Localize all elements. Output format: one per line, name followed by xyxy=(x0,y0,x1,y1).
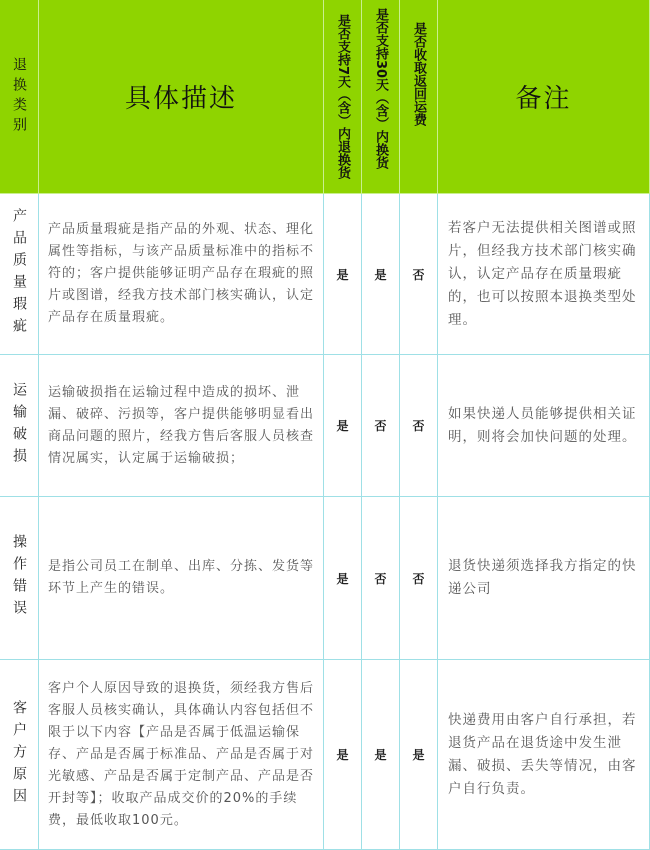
header-description xyxy=(39,0,324,194)
header-return-freight xyxy=(400,0,438,194)
row-description-cell xyxy=(39,355,324,497)
row-description-cell xyxy=(39,194,324,355)
row-description-cell xyxy=(39,660,324,850)
header-category xyxy=(0,0,39,194)
row-return-freight-cell xyxy=(400,660,438,850)
header-category-label: 退换类别 xyxy=(11,56,27,137)
row-return-freight-cell xyxy=(400,194,438,355)
row-seven-day-cell xyxy=(324,355,362,497)
row-return-freight-value: 否 xyxy=(412,419,425,433)
row-category-cell xyxy=(0,355,39,497)
row-seven-day-cell xyxy=(324,194,362,355)
row-return-freight-cell xyxy=(400,355,438,497)
row-return-freight-value: 否 xyxy=(412,267,425,282)
header-seven-day xyxy=(324,0,362,194)
row-description-text: 运输破损指在运输过程中造成的损坏、泄漏、破碎、污损等，客户提供能够明显看出商品问题的照片，经我方售后客服人员核查情况属实，认定属于运输破损； xyxy=(48,384,315,466)
row-description-text: 产品质量瑕疵是指产品的外观、状态、理化属性等指标，与该产品质量标准中的指标不符的；客户提供能够证明产品存在瑕疵的照片或图谱，经我方技术部门核实确认，认定产品存在质量瑕疵。 xyxy=(48,222,315,325)
row-thirty-day-cell xyxy=(362,194,400,355)
row-thirty-day-cell xyxy=(362,355,400,497)
row-seven-day-value: 是 xyxy=(336,571,349,586)
row-category-label: 产品质量瑕疵 xyxy=(11,208,27,340)
row-category-label: 操作错误 xyxy=(11,534,27,622)
row-category-cell xyxy=(0,194,39,355)
row-seven-day-value: 是 xyxy=(336,267,349,282)
row-remarks-text: 退货快递须选择我方指定的快递公司 xyxy=(448,558,637,597)
row-category-cell xyxy=(0,497,39,660)
header-seven-day-label: 是否支持7天（含）内退换货 xyxy=(335,13,350,180)
header-return-freight-label: 是否收取返回运费 xyxy=(411,22,426,126)
row-category-label: 运输破损 xyxy=(11,381,27,470)
row-thirty-day-value: 是 xyxy=(374,267,387,282)
row-remarks-text: 如果快递人员能够提供相关证明，则将会加快问题的处理。 xyxy=(448,405,637,445)
header-description-label: 具体描述 xyxy=(124,84,237,114)
row-remarks-cell xyxy=(438,660,650,850)
row-description-text: 客户个人原因导致的退换货，须经我方售后客服人员核实确认，具体确认内容包括但不限于以下内容【产品是否属于低温运输保存、产品是否属于标准品、产品是否属于对光敏感、产品是否属于定制产品、产品是否开封等】；收取产品成交价的20%的手续费，最低收取100元。 xyxy=(48,680,315,828)
row-seven-day-cell xyxy=(324,497,362,660)
row-description-text: 是指公司员工在制单、出库、分拣、发货等环节上产生的错误。 xyxy=(48,559,315,596)
row-remarks-cell xyxy=(438,194,650,355)
row-thirty-day-value: 否 xyxy=(374,571,387,586)
row-return-freight-value: 否 xyxy=(412,571,425,586)
row-seven-day-value: 是 xyxy=(336,419,349,433)
row-thirty-day-value: 是 xyxy=(374,748,387,762)
row-category-label: 客户方原因 xyxy=(11,699,27,810)
row-thirty-day-cell xyxy=(362,660,400,850)
row-remarks-cell xyxy=(438,355,650,497)
header-thirty-day xyxy=(362,0,400,194)
row-return-freight-value: 是 xyxy=(412,748,425,762)
row-remarks-cell xyxy=(438,497,650,660)
row-seven-day-cell xyxy=(324,660,362,850)
row-category-cell xyxy=(0,660,39,850)
header-remarks xyxy=(438,0,650,194)
header-thirty-day-label: 是否支持30天（含）内换货 xyxy=(373,8,388,170)
row-thirty-day-value: 否 xyxy=(374,419,387,433)
row-remarks-text: 快递费用由客户自行承担，若退货产品在退货途中发生泄漏、破损、丢失等情况，由客户自行负责。 xyxy=(448,711,637,797)
header-remarks-label: 备注 xyxy=(515,84,572,114)
row-thirty-day-cell xyxy=(362,497,400,660)
row-remarks-text: 若客户无法提供相关图谱或照片，但经我方技术部门核实确认，认定产品存在质量瑕疵的，也可以按照本退换类型处理。 xyxy=(448,219,637,328)
row-description-cell xyxy=(39,497,324,660)
row-return-freight-cell xyxy=(400,497,438,660)
row-seven-day-value: 是 xyxy=(336,748,349,762)
